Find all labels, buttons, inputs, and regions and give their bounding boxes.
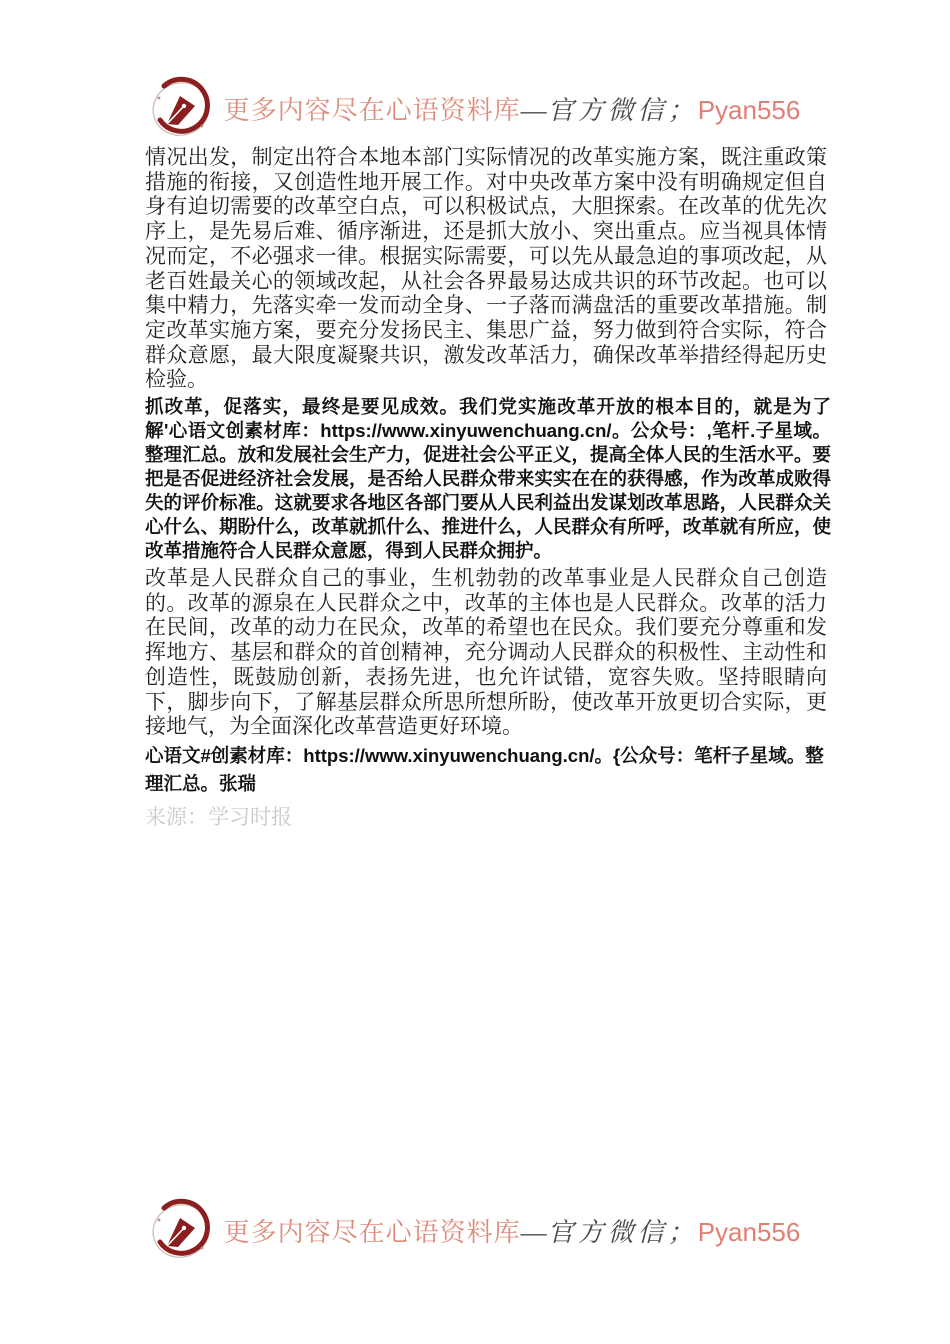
banner-dash: — (520, 1217, 548, 1247)
banner-wechat-label: 官方微信； (547, 95, 698, 125)
header-banner (0, 76, 950, 140)
paragraph-1: 情况出发，制定出符合本地本部门实际情况的改革实施方案，既注重政策措施的衔接，又创造性地开展工作。对中央改革方案中没有明确规定但自身有迫切需要的改革空白点，可以积极试点，大胆探索。在改革的优先次序上，是先易后难、循序渐进，还是抓大放小、突出重点。应当视具体情况而定，不必强求一律。根据实际需要，可以先从最急迫的事项改起，从老百姓最关心的领域改起，从社会各界最易达成共识的环节改起。也可以集中精力，先落实牵一发而动全身、一子落而满盘活的重要改革措施。制定改革实施方案，要充分发扬民主、集思广益，努力做到符合实际，符合群众意愿，最大限度凝聚共识，激发改革活力，确保改革举措经得起历史检验。 (145, 145, 827, 392)
banner-text (224, 1212, 801, 1249)
document-content (145, 145, 831, 833)
pen-nib-logo-icon (150, 76, 214, 140)
banner-main-text: 更多内容尽在心语资料库 (223, 1217, 521, 1247)
banner-dash: — (520, 95, 548, 125)
banner-wechat-id: Pyan556 (697, 94, 801, 125)
source-line: 来源：学习时报 (145, 804, 292, 829)
pen-nib-logo-icon (150, 1198, 214, 1262)
footer-banner (0, 1198, 950, 1262)
banner-text (224, 90, 801, 127)
banner-wechat-label: 官方微信； (547, 1217, 698, 1247)
banner-wechat-id: Pyan556 (697, 1216, 801, 1247)
banner-main-text: 更多内容尽在心语资料库 (223, 95, 521, 125)
paragraph-4: 心语文#创素材库：https://www.xinyuwenchuang.cn/。{公众号：笔杆子星域。整理汇总。张瑞 (145, 744, 824, 794)
paragraph-2: 抓改革，促落实，最终是要见成效。我们党实施改革开放的根本目的，就是为了解'心语文创素材库：https://www.xinyuwenchuang.cn/。公众号：,笔杆.子星域。整理汇总。放和发展社会生产力，促进社会公平正义，提高全体人民的生活水平。要把是否促进经济社会发展，是否给人民群众带来实实在在的获得感，作为改革成败得失的评价标准。这就要求各地区各部门要从人民利益出发谋划改革思路，人民群众关心什么、期盼什么，改革就抓什么、推进什么，人民群众有所呼，改革就有所应，使改革措施符合人民群众意愿，得到人民群众拥护。 (145, 396, 831, 562)
paragraph-3: 改革是人民群众自己的事业，生机勃勃的改革事业是人民群众自己创造的。改革的源泉在人民群众之中，改革的主体也是人民群众。改革的活力在民间，改革的动力在民众，改革的希望也在民众。我们要充分尊重和发挥地方、基层和群众的首创精神，充分调动人民群众的积极性、主动性和创造性，既鼓励创新，表扬先进，也允许试错，宽容失败。坚持眼睛向下，脚步向下，了解基层群众所思所想所盼，使改革开放更切合实际，更接地气，为全面深化改革营造更好环境。 (145, 566, 827, 739)
